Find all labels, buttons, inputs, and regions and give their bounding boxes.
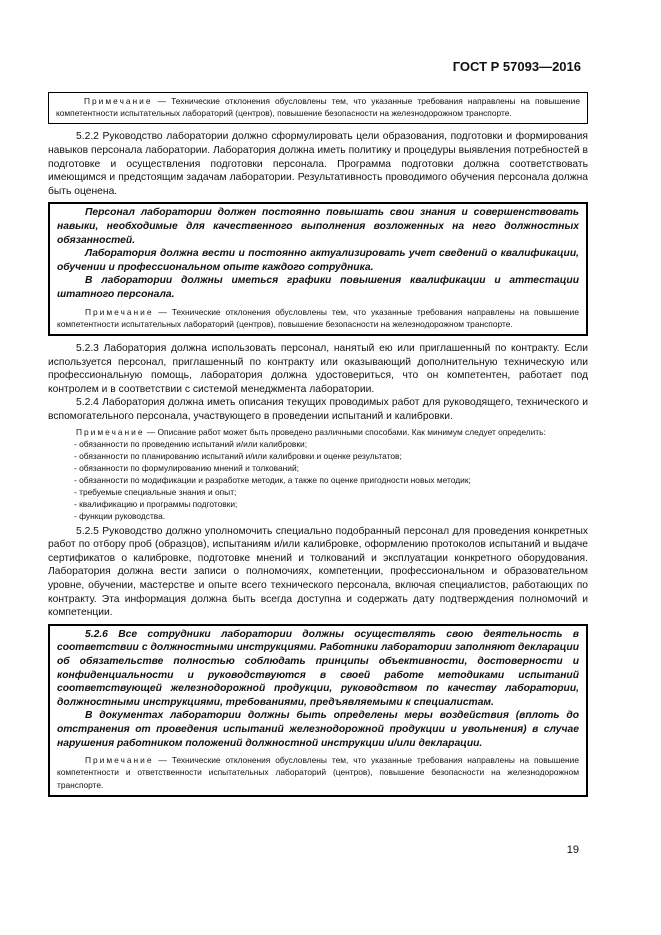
list-item: - обязанности по проведению испытаний и/или калибровки; [74,438,588,450]
note-text: Описание работ может быть проведено различными способами. Как минимум следует определить: [157,426,546,437]
note-4: Примечание — Технические отклонения обусловлены тем, что указанные требования направлены на повышение компетентности и ответственности испытательных лабораторий (центров), повышение безопасности на железнодорожном транспорте. [57,755,580,790]
note-text: Технические отклонения обусловлены тем, что указанные требования направлены на повышение компетентности испытательных лабораторий (центров), повышение безопасности на железнодорожном транспорте. [56,96,580,119]
list-item: - требуемые специальные знания и опыт; [74,486,588,498]
note-1: Примечание — Технические отклонения обусловлены тем, что указанные требования направлены на повышение компетентности испытательных лабораторий (центров), повышение безопасности на железнодорожном транспорте. [56,96,580,119]
paragraph-5-2-3: 5.2.3 Лаборатория должна использовать персонал, нанятый ею или приглашенный по контракту. Если используется персонал, приглашенный по контракту или оказывающий дополнительную техническую или профессиональную помощь, лаборатория должна удостовериться, что он компетентен, работает под контролем и в соответствии с системой менеджмента лаборатории. [48,342,588,395]
note-label: Примечание [85,306,154,317]
note-3: Примечание — Описание работ может быть проведено различными способами. Как минимум следует определить: [76,426,546,437]
paragraph-5-2-4: 5.2.4 Лаборатория должна иметь описания текущих проводимых работ для руководящего, технического и вспомогательного персонала, участвующего в проведении испытаний и калибровки. [48,397,588,422]
paragraph-5-2-5: 5.2.5 Руководство должно уполномочить специально подобранный персонал для проведения конкретных работ по отбору проб (образцов), испытаниям и/или калибровке, оформлению протоколов испытаний и выдаче сертификатов о калибровке, подготовке мнений и толкований и эксплуатации конкретного оборудования. Лаборатория должна вести записи о полномочиях, компетенции, профессиональном и образовательном уровне, обучении, мастерстве и опыте всего технического персонала, включая специалистов, работающих по контракту. Эта информация должна быть всегда доступна и содержать дату подтверждения полномочий и компетенции. [48,525,588,619]
box2-para-1: Персонал лаборатории должен постоянно повышать свои знания и совершенствовать навыки, необходимые для качественного выполнения возложенных на него должностных обязанностей. [57,207,579,246]
note-2: Примечание — Технические отклонения обусловлены тем, что указанные требования направлены на повышение компетентности испытательных лабораторий (центров), повышение безопасности на железнодорожном транспорте. [57,306,580,329]
duties-list [48,438,588,522]
list-item: - обязанности по модификации и разработке методик, а также по оценке пригодности новых методик; [74,474,588,486]
box3-para-2: В документах лаборатории должны быть определены меры воздействия (вплоть до отстранения от проведения испытаний железнодорожной продукции и увольнения) в случае нарушения работником положений должностной инструкции и/или декларации. [57,710,579,749]
deviation-box-training [48,202,588,336]
list-item: - функции руководства. [74,510,588,522]
note-label: Примечание [85,755,154,766]
list-item: - обязанности по формулированию мнений и толкований; [74,462,588,474]
box2-para-2: Лаборатория должна вести и постоянно актуализировать учет сведений о квалификации, обучении и профессиональном опыте каждого сотрудника. [57,248,579,273]
page-content [48,92,588,803]
box3-para-1: 5.2.6 Все сотрудники лаборатории должны осуществлять свою деятельность в соответствии с должностными инструкциями. Работники лаборатории заполняют декларации об обязательстве полностью соблюдать принципы объективности, достоверности и конфиденциальности и руководствуются в своей работе методиками испытаний соответствующей железнодорожной продукции, руководством по качеству лаборатории, должностными инструкциями, требованиями, предъявляемыми к специалистам. [57,628,579,708]
note-text: Технические отклонения обусловлены тем, что указанные требования направлены на повышение компетентности испытательных лабораторий (центров), повышение безопасности на железнодорожном транспорте. [57,306,580,329]
list-item: - квалификацию и программы подготовки; [74,498,588,510]
note-label: Примечание [76,426,145,437]
document-header: ГОСТ Р 57093—2016 [452,59,581,74]
note-label: Примечание [84,96,153,106]
list-item: - обязанности по планированию испытаний и/или калибровки и оценке результатов; [74,450,588,462]
note-text: Технические отклонения обусловлены тем, что указанные требования направлены на повышение компетентности и ответственности испытательных лабораторий (центров), повышение безопасности на железнодорожном транспорте. [57,755,580,790]
note-box-1 [48,92,588,124]
deviation-box-duties [48,624,588,797]
box2-para-3: В лаборатории должны иметься графики повышения квалификации и аттестации штатного персонала. [57,275,579,300]
page-number: 19 [566,844,579,856]
paragraph-5-2-2: 5.2.2 Руководство лаборатории должно сформулировать цели образования, подготовки и формирования навыков персонала лаборатории. Лаборатория должна иметь политику и процедуры выявления потребностей в подготовке и осуществления подготовки персонала. Программа подготовки должна соответствовать имеющимся и предстоящим задачам лаборатории. Результативность проводимого обучения персонала должна быть оценена. [48,131,588,197]
